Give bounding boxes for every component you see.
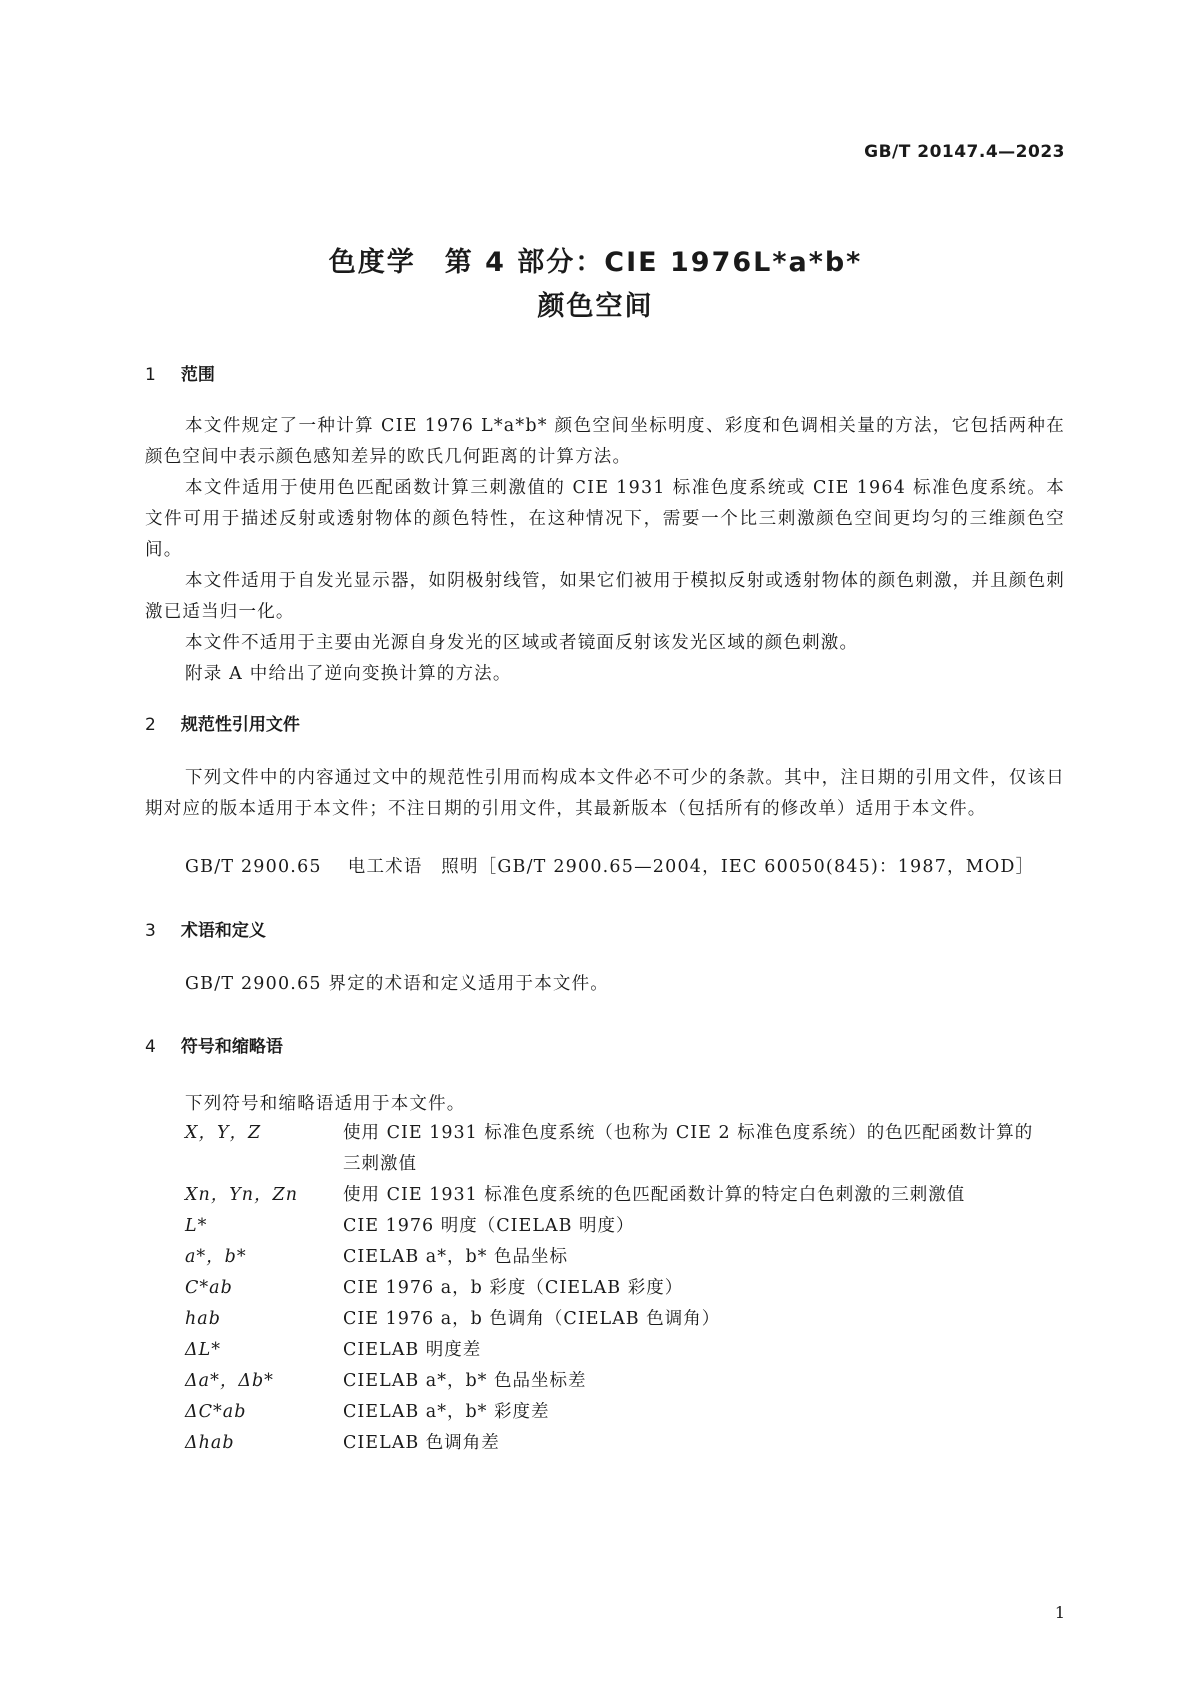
section-4-heading xyxy=(145,1032,283,1057)
symbol-description: CIELAB a*，b* 色品坐标 xyxy=(343,1247,568,1267)
section-1-body xyxy=(145,411,1065,690)
paragraph: 本文件不适用于主要由光源自身发光的区域或者镜面反射该发光区域的颜色刺激。 xyxy=(185,633,859,653)
symbol: Δhab xyxy=(185,1433,235,1453)
symbol-row xyxy=(185,1273,1065,1304)
symbol-row xyxy=(185,1211,1065,1242)
description-line: 三刺激值 xyxy=(343,1154,417,1174)
symbol: Xn，Yn，Zn xyxy=(185,1185,298,1205)
symbol-description: CIE 1976 a，b 彩度（CIELAB 彩度） xyxy=(343,1278,684,1298)
symbol-description: 使用 CIE 1931 标准色度系统的色匹配函数计算的特定白色刺激的三刺激值 xyxy=(343,1185,966,1205)
symbols-table xyxy=(185,1118,1065,1459)
paragraph: 本文件适用于使用色匹配函数计算三刺激值的 CIE 1931 标准色度系统或 CIE 1964 标准色度系统。本文件可用于描述反射或透射物体的颜色特性，在这种情况下，需要一个比三刺激颜色空间更均匀的三维颜色空间。 xyxy=(145,478,1065,560)
section-number: 3 xyxy=(145,921,156,941)
reference-code: GB/T 2900.65 xyxy=(185,857,322,877)
symbol: C*ab xyxy=(185,1278,233,1298)
section-title: 规范性引用文件 xyxy=(180,715,300,735)
symbol-description: CIELAB a*，b* 色品坐标差 xyxy=(343,1371,587,1391)
reference-title: 电工术语 照明［GB/T 2900.65—2004，IEC 60050(845)：1987，MOD］ xyxy=(347,857,1035,877)
symbol: a*，b* xyxy=(185,1247,247,1267)
symbol-row xyxy=(185,1304,1065,1335)
symbol: Δa*，Δb* xyxy=(185,1371,274,1391)
symbol-row xyxy=(185,1180,1065,1211)
section-number: 4 xyxy=(145,1037,156,1057)
section-title: 符号和缩略语 xyxy=(180,1037,283,1057)
symbol-row xyxy=(185,1242,1065,1273)
section-2-heading xyxy=(145,710,300,735)
symbol-description: CIELAB a*，b* 彩度差 xyxy=(343,1402,550,1422)
symbol-row xyxy=(185,1428,1065,1459)
symbol: X，Y，Z xyxy=(185,1123,262,1143)
symbol-row xyxy=(185,1335,1065,1366)
symbol: ΔC*ab xyxy=(185,1402,247,1422)
symbol-row xyxy=(185,1118,1065,1180)
section-1-heading xyxy=(145,360,215,385)
paragraph: 本文件适用于自发光显示器，如阴极射线管，如果它们被用于模拟反射或透射物体的颜色刺激，并且颜色刺激已适当归一化。 xyxy=(145,571,1065,622)
section-number: 2 xyxy=(145,715,156,735)
symbol-description xyxy=(343,1118,1065,1180)
paragraph: 附录 A 中给出了逆向变换计算的方法。 xyxy=(185,664,512,684)
page-number: 1 xyxy=(1054,1603,1065,1622)
section-number: 1 xyxy=(145,365,156,385)
symbol-row xyxy=(185,1397,1065,1428)
symbol: L* xyxy=(185,1216,208,1236)
symbol-description: CIE 1976 明度（CIELAB 明度） xyxy=(343,1216,635,1236)
paragraph: 本文件规定了一种计算 CIE 1976 L*a*b* 颜色空间坐标明度、彩度和色调相关量的方法，它包括两种在颜色空间中表示颜色感知差异的欧氏几何距离的计算方法。 xyxy=(145,416,1065,467)
section-3-body: GB/T 2900.65 界定的术语和定义适用于本文件。 xyxy=(185,974,609,994)
section-2-body xyxy=(145,763,1065,825)
paragraph: 下列文件中的内容通过文中的规范性引用而构成本文件必不可少的条款。其中，注日期的引用文件，仅该日期对应的版本适用于本文件；不注日期的引用文件，其最新版本（包括所有的修改单）适用于本文件。 xyxy=(145,768,1065,819)
symbols-intro: 下列符号和缩略语适用于本文件。 xyxy=(185,1094,466,1114)
document-title-line2: 颜色空间 xyxy=(537,291,654,322)
description-line: 使用 CIE 1931 标准色度系统（也称为 CIE 2 标准色度系统）的色匹配函数计算的 xyxy=(343,1123,1034,1143)
section-title: 术语和定义 xyxy=(180,921,266,941)
symbol-description: CIELAB 明度差 xyxy=(343,1340,482,1360)
standard-number: GB/T 20147.4—2023 xyxy=(864,142,1065,162)
symbol: hab xyxy=(185,1309,221,1329)
document-title-line1: 色度学 第 4 部分：CIE 1976L*a*b* xyxy=(328,247,863,278)
symbol-description: CIE 1976 a，b 色调角（CIELAB 色调角） xyxy=(343,1309,721,1329)
section-title: 范围 xyxy=(180,365,215,385)
section-3-heading xyxy=(145,916,266,941)
symbol-row xyxy=(185,1366,1065,1397)
symbol: ΔL* xyxy=(185,1340,222,1360)
symbol-description: CIELAB 色调角差 xyxy=(343,1433,500,1453)
normative-reference xyxy=(185,853,1060,878)
